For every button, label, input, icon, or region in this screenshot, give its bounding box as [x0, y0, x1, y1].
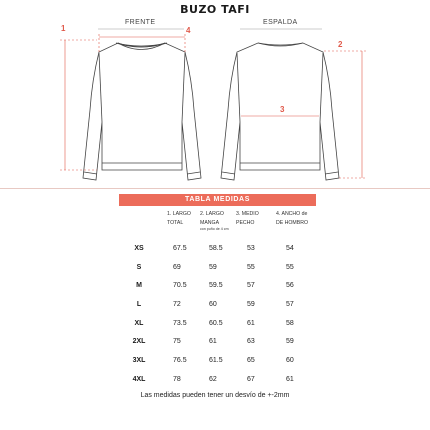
size-table: [125, 243, 325, 393]
table-row: S 69 59 55 55: [125, 262, 325, 281]
marker-3: 3: [280, 105, 285, 114]
separator-line: [0, 188, 430, 189]
table-row: 3XL 76.5 61.5 65 60: [125, 355, 325, 374]
col-header-largo-total: 1. LARGO TOTAL: [167, 211, 191, 226]
table-row: XL 73.5 60.5 61 58: [125, 318, 325, 337]
size-label: M: [136, 282, 142, 290]
marker-1: 1: [61, 24, 66, 33]
front-view-label: FRENTE: [125, 19, 156, 26]
marker-4: 4: [186, 26, 191, 35]
col-header-largo-manga: 2. LARGO MANGA con puño de 4 cm: [200, 211, 229, 231]
garment-illustration: [0, 0, 430, 190]
col-header-ancho-hombro: 4. ANCHO de DE HOMBRO: [276, 211, 308, 226]
size-label: XL: [134, 319, 144, 327]
size-label: 2XL: [132, 338, 146, 346]
size-label: XS: [134, 245, 144, 252]
table-row: M 70.5 59.5 57 56: [125, 280, 325, 299]
size-label: 3XL: [132, 357, 146, 365]
marker-2: 2: [338, 40, 343, 49]
table-row: 2XL 75 61 63 59: [125, 336, 325, 355]
back-view-label: ESPALDA: [263, 19, 298, 26]
col-header-medio-pecho: 3. MEDIO PECHO: [236, 211, 259, 226]
table-title: TABLA MEDIDAS: [119, 194, 316, 206]
product-title: BUZO TAFI: [180, 3, 250, 16]
size-label: 4XL: [132, 375, 146, 383]
tolerance-note: Las medidas pueden tener un desvío de +-2mm: [140, 392, 290, 399]
size-label: S: [136, 263, 142, 271]
table-row: L 72 60 59 57: [125, 299, 325, 318]
size-label: L: [136, 301, 142, 309]
table-row: XS 67.5 58.5 53 54: [125, 243, 325, 262]
front-sweater-drawing: [83, 43, 201, 180]
table-row: 4XL 78 62 67 61: [125, 374, 325, 393]
